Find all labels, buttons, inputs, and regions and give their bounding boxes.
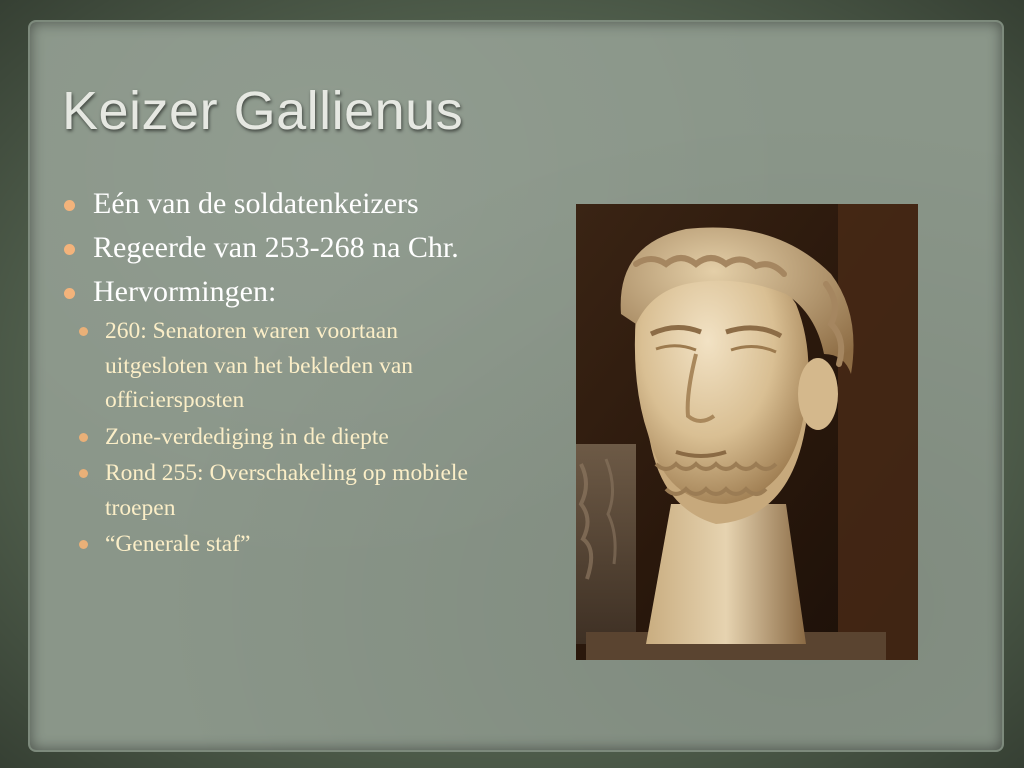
bullet-text: Hervormingen: bbox=[93, 275, 277, 308]
bust-photo bbox=[576, 204, 918, 660]
sub-bullet-dot-icon bbox=[79, 469, 88, 478]
bullet-item bbox=[64, 230, 504, 266]
sub-bullet-dot-icon bbox=[79, 540, 88, 549]
sub-bullet-item bbox=[93, 314, 504, 418]
bullet-dot-icon bbox=[64, 200, 75, 211]
sub-bullet-text: Zone-verdediging in de diepte bbox=[105, 423, 389, 450]
bullet-text: Eén van de soldatenkeizers bbox=[93, 187, 419, 220]
marble-bust-image bbox=[576, 204, 918, 660]
sub-bullet-text: 260: Senatoren waren voortaan uitgesloten van het bekleden van officiersposten bbox=[105, 318, 414, 413]
sub-bullet-item bbox=[93, 527, 504, 562]
bullet-list bbox=[64, 186, 504, 570]
sub-bullet-text: Rond 255: Overschakeling op mobiele troepen bbox=[105, 460, 468, 521]
bullet-dot-icon bbox=[64, 288, 75, 299]
bullet-item bbox=[64, 274, 504, 562]
sub-bullet-dot-icon bbox=[79, 327, 88, 336]
slide-title: Keizer Gallienus bbox=[62, 81, 464, 141]
sub-bullet-text: “Generale staf” bbox=[105, 531, 251, 557]
bullet-text: Regeerde van 253-268 na Chr. bbox=[93, 231, 459, 264]
sub-bullet-dot-icon bbox=[79, 433, 88, 442]
bullet-item bbox=[64, 186, 504, 222]
bullet-dot-icon bbox=[64, 244, 75, 255]
sub-bullet-list bbox=[93, 314, 504, 562]
sub-bullet-item bbox=[93, 456, 504, 525]
sub-bullet-item bbox=[93, 420, 504, 455]
